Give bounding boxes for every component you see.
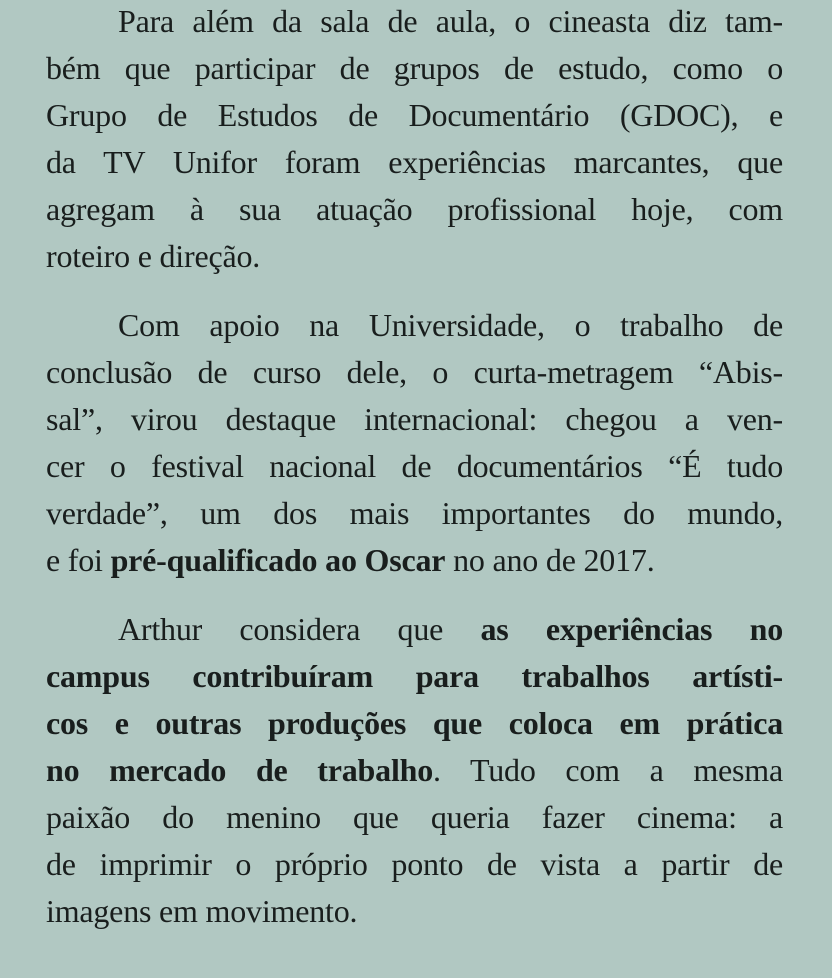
text-line	[46, 45, 783, 92]
regular-text: da TV Unifor foram experiências marcantes, que	[46, 144, 783, 180]
text-line	[46, 139, 783, 186]
regular-text: no ano de 2017.	[445, 542, 655, 578]
text-line	[46, 92, 783, 139]
paragraph-2	[46, 302, 783, 584]
text-line	[46, 653, 783, 700]
text-line	[46, 537, 783, 584]
text-line	[46, 700, 783, 747]
text-line	[46, 841, 783, 888]
article-text-block	[46, 0, 783, 957]
paragraph-1	[46, 0, 783, 280]
regular-text: Grupo de Estudos de Documentário (GDOC), e	[46, 97, 783, 133]
regular-text: verdade”, um dos mais importantes do mundo,	[46, 495, 783, 531]
regular-text: . Tudo com a mesma	[433, 752, 783, 788]
text-line	[46, 606, 783, 653]
bold-text: cos e outras produções que coloca em prática	[46, 705, 783, 741]
paragraph-3	[46, 606, 783, 935]
text-line	[46, 888, 783, 935]
text-line	[46, 396, 783, 443]
regular-text: Com apoio na Universidade, o trabalho de	[118, 307, 783, 343]
text-line	[46, 302, 783, 349]
regular-text: e foi	[46, 542, 111, 578]
regular-text: de imprimir o próprio ponto de vista a partir de	[46, 846, 783, 882]
bold-text: no mercado de trabalho	[46, 752, 434, 788]
text-line	[46, 443, 783, 490]
bold-text: as experiências no	[480, 611, 783, 647]
regular-text: Para além da sala de aula, o cineasta diz tam-	[118, 3, 783, 39]
regular-text: paixão do menino que queria fazer cinema: a	[46, 799, 783, 835]
regular-text: roteiro e direção.	[46, 238, 261, 274]
regular-text: agregam à sua atuação profissional hoje, com	[46, 191, 783, 227]
regular-text: bém que participar de grupos de estudo, como o	[46, 50, 783, 86]
bold-text: campus contribuíram para trabalhos artísti-	[46, 658, 783, 694]
text-line	[46, 490, 783, 537]
text-line	[46, 0, 783, 45]
text-line	[46, 349, 783, 396]
text-line	[46, 747, 783, 794]
regular-text: conclusão de curso dele, o curta-metragem “Abis-	[46, 354, 783, 390]
bold-text: pré-qualificado ao Oscar	[110, 542, 446, 578]
regular-text: imagens em movimento.	[46, 893, 358, 929]
regular-text: cer o festival nacional de documentários “É tudo	[46, 448, 783, 484]
regular-text: Arthur considera que	[118, 611, 481, 647]
regular-text: sal”, virou destaque internacional: chegou a ven-	[46, 401, 783, 437]
text-line	[46, 794, 783, 841]
text-line	[46, 186, 783, 233]
text-line	[46, 233, 783, 280]
